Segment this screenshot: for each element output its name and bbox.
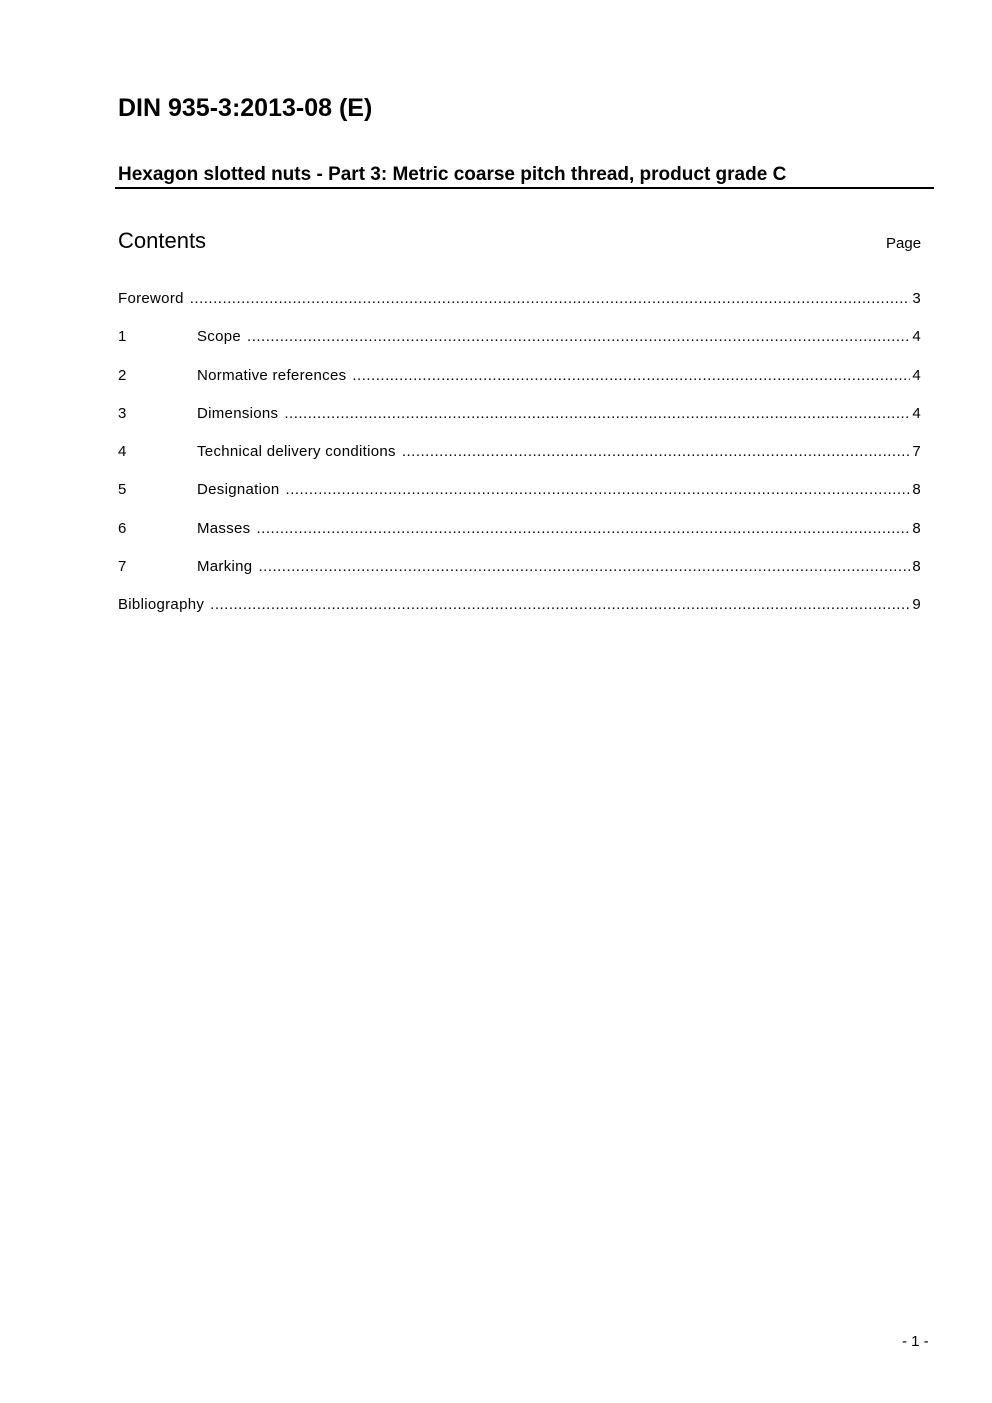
toc-entry-page: 3	[912, 290, 921, 307]
toc-entry-number: 4	[118, 443, 127, 461]
dot-leader	[258, 558, 910, 575]
toc-entry-title: Technical delivery conditions	[197, 443, 396, 461]
toc-entry-dimensions[interactable]	[118, 405, 921, 443]
page-column-heading: Page	[886, 235, 922, 252]
dot-leader	[284, 405, 910, 422]
toc-entry-title: Scope	[197, 328, 242, 346]
toc-entry-technical-delivery-conditions[interactable]	[118, 443, 921, 481]
toc-entry-title: Foreword	[118, 290, 184, 307]
dot-leader	[256, 520, 910, 537]
toc-entry-marking[interactable]	[118, 558, 921, 596]
toc-entry-masses[interactable]	[118, 520, 921, 558]
title-rule	[115, 187, 934, 189]
toc-entry-page: 8	[912, 481, 921, 499]
contents-heading: Contents	[118, 228, 207, 253]
dot-leader	[402, 443, 911, 460]
toc-entry-normative-references[interactable]	[118, 367, 921, 405]
dot-leader	[247, 328, 910, 345]
toc-entry-foreword[interactable]	[118, 290, 921, 328]
toc-entry-number: 5	[118, 481, 127, 499]
dot-leader	[210, 596, 910, 613]
toc-entry-number: 3	[118, 404, 127, 422]
toc-entry-page: 8	[912, 558, 921, 576]
toc-entry-designation[interactable]	[118, 481, 921, 519]
toc-entry-title: Dimensions	[197, 404, 279, 422]
toc-entry-page: 8	[912, 519, 921, 537]
toc-entry-bibliography[interactable]	[118, 596, 921, 634]
toc-entry-title: Designation	[197, 481, 280, 499]
toc-entry-number: 2	[118, 366, 127, 384]
toc-entry-title: Normative references	[197, 366, 347, 384]
toc-entry-page: 4	[912, 328, 921, 346]
toc-entry-scope[interactable]	[118, 328, 921, 366]
toc-entry-number: 7	[118, 558, 127, 576]
dot-leader	[190, 290, 911, 307]
document-subtitle: Hexagon slotted nuts - Part 3: Metric coarse pitch thread, product grade C	[118, 164, 787, 185]
toc-entry-page: 4	[912, 404, 921, 422]
toc-entry-number: 1	[118, 328, 127, 346]
document-id: DIN 935-3:2013-08 (E)	[118, 94, 373, 122]
toc-entry-title: Marking	[197, 558, 253, 576]
toc-entry-title: Masses	[197, 519, 251, 537]
toc-entry-page: 4	[912, 366, 921, 384]
table-of-contents	[118, 290, 921, 635]
toc-entry-number: 6	[118, 519, 127, 537]
dot-leader	[352, 367, 910, 384]
dot-leader	[286, 481, 911, 498]
page-number: - 1 -	[902, 1333, 929, 1350]
toc-entry-page: 7	[912, 443, 921, 461]
toc-entry-title: Bibliography	[118, 596, 205, 614]
toc-entry-page: 9	[912, 596, 921, 614]
